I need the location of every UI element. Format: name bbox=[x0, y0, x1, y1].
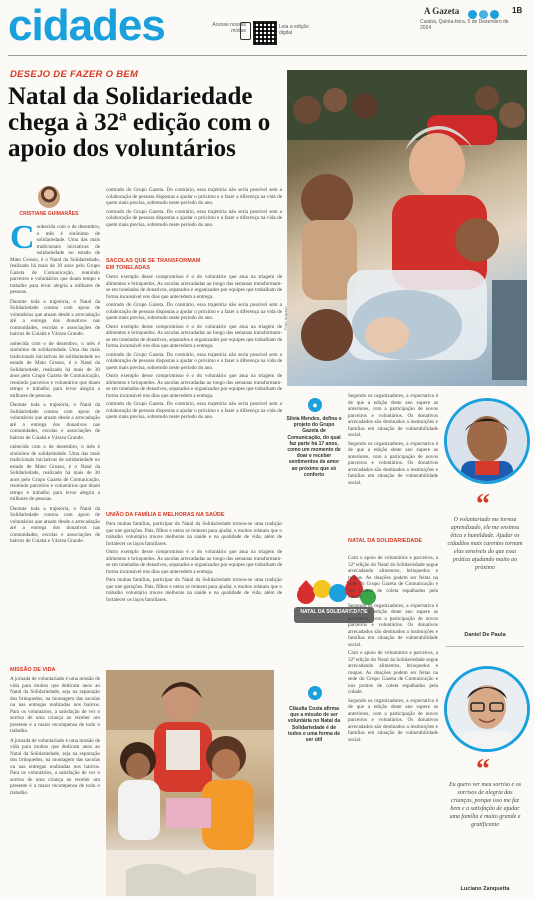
column-1-paragraph: Durante toda a trajetória, o Natal da Solidariedade contou com apoio de voluntários que atuam desde a arrecadação até a entrega dos donativos nas comunidades, escolas e associações de bairros de Cuiabá e Várzea Grande. bbox=[10, 298, 100, 337]
column-3-paragraph: Segundo os organizadores, a expectativa é de que a edição deste ano supere as anteriores, com a participação de novos parceiros e voluntários. Os donativos arrecadados são destinados a instituições e famílias em situação de vulnerabilidade social. bbox=[348, 697, 438, 743]
column-2-paragraph: contrado do Grupo Gazeta. Do contrário, essa trajetória não seria possível sem a colaboração de pessoas dispostas a ajudar o próximo e a fazer a diferença na vida de quem mais precisa, sobretudo neste período do ano. bbox=[106, 401, 282, 420]
subhead-sacolas: SACOLAS QUE SE TRANSFORMAM EM TONELADAS bbox=[106, 258, 201, 271]
portrait-luciano bbox=[444, 666, 530, 752]
drop-cap: C bbox=[10, 224, 35, 256]
quote-daniel-name: Daniel De Paula bbox=[464, 632, 506, 638]
quote-mark-icon: “ bbox=[476, 754, 490, 785]
header-divider bbox=[8, 55, 527, 56]
section-title: cidades bbox=[8, 1, 165, 50]
column-1-paragraph: Durante toda a trajetória, o Natal da Solidariedade contou com apoio de voluntários que atuam desde a arrecadação até a entrega dos donativos nas comunidades, escolas e associações de bairros de Cuiabá e Várzea Grande. bbox=[10, 402, 100, 441]
column-2-paragraph: Outro exemplo desse compromisso é o do voluntário que atua na triagem de alimentos e brinquedos. As sacolas arrecadadas ao longo das semanas transformam-se em toneladas de donativos, separados e organizados por equipes que trabalham de forma incansável nos dias que antecedem a entrega. bbox=[106, 274, 282, 300]
qr-code-label: Leia a edição digital bbox=[279, 24, 309, 36]
camera-icon: ● bbox=[308, 686, 322, 700]
column-2-paragraph: Para muitas famílias, participar do Natal da Solidariedade tornou-se uma tradição que une gerações. Pais, filhos e netos se reúnem para ajudar, e muitos relatam que o trabalho voluntário trouxe melhoras na saúde e na qualidade de vida, além de fortalecer os laços familiares. bbox=[106, 577, 282, 603]
column-1-paragraph: A jornada de voluntariado é uma missão de vida para muitos que dedicam anos ao Natal da Solidariedade, seja na separação dos brinquedos, na montagem das sacolas ou nas entregas realizadas nos bairros. Para os voluntários, a satisfação de ver o sorriso de uma criança ao receber um presente é a maior recompensa de todo o trabalho. bbox=[10, 737, 100, 796]
article-column-3-bottom bbox=[348, 555, 438, 895]
qr-code-icon[interactable] bbox=[253, 21, 277, 45]
column-3-paragraph: Segundo os organizadores, a expectativa é de que a edição deste ano supere as anteriores, com a participação de novos parceiros e voluntários. Os donativos arrecadados são destinados a instituições e famílias em situação de vulnerabilidade social. bbox=[348, 393, 438, 438]
column-2-paragraph: Para muitas famílias, participar do Natal da Solidariedade tornou-se uma tradição que une gerações. Pais, filhos e netos se reúnem para ajudar, e muitos relatam que o trabalho voluntário trouxe melhoras na saúde e na qualidade de vida, além de fortalecer os laços familiares. bbox=[106, 521, 282, 547]
author-avatar bbox=[38, 186, 60, 208]
quote-luciano-text: Eu quero ver meu sorriso e os sorrisos de alegria das crianças, porque isso me faz bem e a satisfação de ajudar uma família é muito grande e gratificante bbox=[448, 782, 522, 828]
column-3-paragraph: Segundo os organizadores, a expectativa é de que a edição deste ano supere as anteriores, com a participação de novos parceiros e voluntários. Os donativos arrecadados são destinados a instituições e famílias em situação de vulnerabilidade social. bbox=[348, 602, 438, 648]
portrait-daniel bbox=[444, 398, 530, 484]
caption-silvia: Silvia Mendes, defina o projeto do Grupo Gazeta de Comunicação, do qual faz parte há 17 anos, como um momento de doar e receber sentimentos de amor ao próximo que só conforto bbox=[286, 416, 342, 478]
column-1-paragraph: Durante toda a trajetória, o Natal da Solidariedade contou com apoio de voluntários que atuam desde a arrecadação até a entrega dos donativos nas comunidades, escolas e associações de bairros de Cuiabá e Várzea Grande. bbox=[10, 505, 100, 544]
subhead-missao: MISSÃO DE VIDA bbox=[10, 667, 56, 673]
column-1-paragraph: onhecida com o de dezembro, o mês é sinônimo de solidariedade. Uma das mais tradicionais iniciativas de solidariedade no estado de Mato Grosso, é o Natal da Solidariedade, realizado há mais de 30 anos pelo Grupo Gazeta de Comunicação, reunindo parceiros e voluntários que doam tempo e trabalho para levar alegria a milhares de pessoas. bbox=[10, 340, 100, 399]
article-kicker: DESEJO DE FAZER O BEM bbox=[10, 69, 139, 80]
camera-icon: ● bbox=[308, 398, 322, 412]
subhead-natal: NATAL DA SOLIDARIEDADE bbox=[348, 538, 423, 544]
color-dots-icon bbox=[468, 6, 504, 15]
quote-divider bbox=[446, 646, 524, 647]
column-1-paragraph: onhecida com o de dezembro, o mês é sinônimo de solidariedade. Uma das mais tradicionais iniciativas de solidariedade no estado de Mato Grosso, é o Natal da Solidariedade, realizado há mais de 30 anos pelo Grupo Gazeta de Comunicação, reunindo parceiros e voluntários que doam tempo e trabalho para levar alegria a milhares de pessoas. bbox=[10, 444, 100, 502]
article-column-2-top bbox=[106, 187, 282, 253]
quote-mark-icon: “ bbox=[476, 489, 490, 520]
family-photo bbox=[106, 670, 274, 896]
main-photo bbox=[287, 70, 527, 386]
column-1-paragraph: A jornada de voluntariado é uma missão de vida para muitos que dedicam anos ao Natal da Solidariedade, seja na separação dos brinquedos, na montagem das sacolas ou nas entregas realizadas nos bairros. Para os voluntários, a satisfação de ver o sorriso de uma criança ao receber um presente é a maior recompensa de todo o trabalho. bbox=[10, 676, 100, 734]
quote-luciano-name: Luciano Zanquetta bbox=[460, 886, 510, 892]
column-3-paragraph: Segundo os organizadores, a expectativa é de que a edição deste ano supere as anteriores, com a participação de novos parceiros e voluntários. Os donativos arrecadados são destinados a instituições e famílias em situação de vulnerabilidade social. bbox=[348, 440, 438, 486]
article-column-1 bbox=[10, 224, 100, 654]
phone-icon bbox=[240, 22, 251, 40]
column-2-paragraph: Outro exemplo desse compromisso é o do voluntário que atua na triagem de alimentos e brinquedos. As sacolas arrecadadas ao longo das semanas transformam-se em toneladas de donativos, separados e organizados por equipes que trabalham de forma incansável nos dias que antecedem a entrega. bbox=[106, 373, 282, 399]
date-line: Cuiabá, Quinta-feira, 5 de Dezembro de 2024 bbox=[420, 19, 509, 31]
column-1-paragraph: onhecida com o de dezembro, o mês é sinônimo de solidariedade. Uma das mais tradicionais iniciativas de solidariedade no estado de Mato Grosso, é o Natal da Solidariedade, realizado há mais de 30 anos pelo Grupo Gazeta de Comunicação, reunindo parceiros e voluntários que doam tempo e trabalho para levar alegria a milhares de pessoas. bbox=[10, 224, 100, 295]
article-column-2-bottom bbox=[106, 521, 282, 665]
column-2-paragraph: contrado do Grupo Gazeta. Do contrário, essa trajetória não seria possível sem a colaboração de pessoas dispostas a ajudar o próximo e a fazer a diferença na vida de quem mais precisa, sobretudo neste período do ano. bbox=[106, 302, 282, 321]
author-name: CRISTIANE GUIMARÃES bbox=[19, 211, 79, 217]
article-column-1-bottom bbox=[10, 676, 100, 896]
column-2-paragraph: contrado do Grupo Gazeta. Do contrário, essa trajetória não seria possível sem a colaboração de pessoas dispostas a ajudar o próximo e a fazer a diferença na vida de quem mais precisa, sobretudo neste período do ano. bbox=[106, 351, 282, 371]
caption-claudia: Cláudia Costa afirma que a missão de ser voluntária no Natal da Solidariedade é de todos e uma forma de ser útil bbox=[287, 706, 341, 744]
article-headline: Natal da Solidariedade chega à 32ª edição com o apoio dos voluntários bbox=[8, 83, 271, 162]
quote-daniel-text: O voluntariado me tornou aprendizado, ele me ensinou ética e humildade. Ajudar os cidadãos mais carentes tornam elas sensíveis do que essa prática ajudando muito ao próximo bbox=[447, 517, 523, 571]
subhead-uniao: UNIÃO DA FAMÍLIA E MELHORAS NA SAÚDE bbox=[106, 512, 225, 518]
column-3-paragraph: Com o apoio de voluntários e parceiros, a 32ª edição do Natal da Solidariedade segue arrecadando alimentos, brinquedos e roupas. As doações podem ser feitas na sede do Grupo Gazeta de Comunicação e nos pontos de coleta espalhados pela cidade. bbox=[348, 555, 438, 600]
column-3-paragraph: Com o apoio de voluntários e parceiros, a 32ª edição do Natal da Solidariedade segue arrecadando alimentos, brinquedos e roupas. As doações podem ser feitas na sede do Grupo Gazeta de Comunicação e nos pontos de coleta espalhados pela cidade. bbox=[348, 650, 438, 695]
newspaper-name: A Gazeta bbox=[424, 6, 460, 16]
article-column-3-top bbox=[348, 393, 438, 533]
column-2-paragraph: contrado do Grupo Gazeta. Do contrário, essa trajetória não seria possível sem a colaboração de pessoas dispostas a ajudar o próximo e a fazer a diferença na vida de quem mais precisa, sobretudo neste período do ano. bbox=[106, 208, 282, 228]
social-media-label: Acesse nossas mídias bbox=[212, 22, 246, 34]
main-photo-credit: Foto: Arquivo bbox=[283, 306, 288, 330]
page-number: 1B bbox=[512, 6, 523, 15]
logo-text: NATAL DA SOLIDARIEDADE bbox=[300, 609, 368, 615]
column-2-paragraph: Outro exemplo desse compromisso é o do voluntário que atua na triagem de alimentos e brinquedos. As sacolas arrecadadas ao longo das semanas transformam-se em toneladas de donativos, separados e organizados por equipes que trabalham de forma incansável nos dias que antecedem a entrega. bbox=[106, 323, 282, 349]
column-2-paragraph: contrado do Grupo Gazeta. Do contrário, essa trajetória não seria possível sem a colaboração de pessoas dispostas a ajudar o próximo e a fazer a diferença na vida de quem mais precisa, sobretudo neste período do ano. bbox=[106, 187, 282, 206]
article-column-2-middle bbox=[106, 274, 282, 508]
column-2-paragraph: Outro exemplo desse compromisso é o do voluntário que atua na triagem de alimentos e brinquedos. As sacolas arrecadadas ao longo das semanas transformam-se em toneladas de donativos, separados e organizados por equipes que trabalham de forma incansável nos dias que antecedem a entrega. bbox=[106, 549, 282, 575]
